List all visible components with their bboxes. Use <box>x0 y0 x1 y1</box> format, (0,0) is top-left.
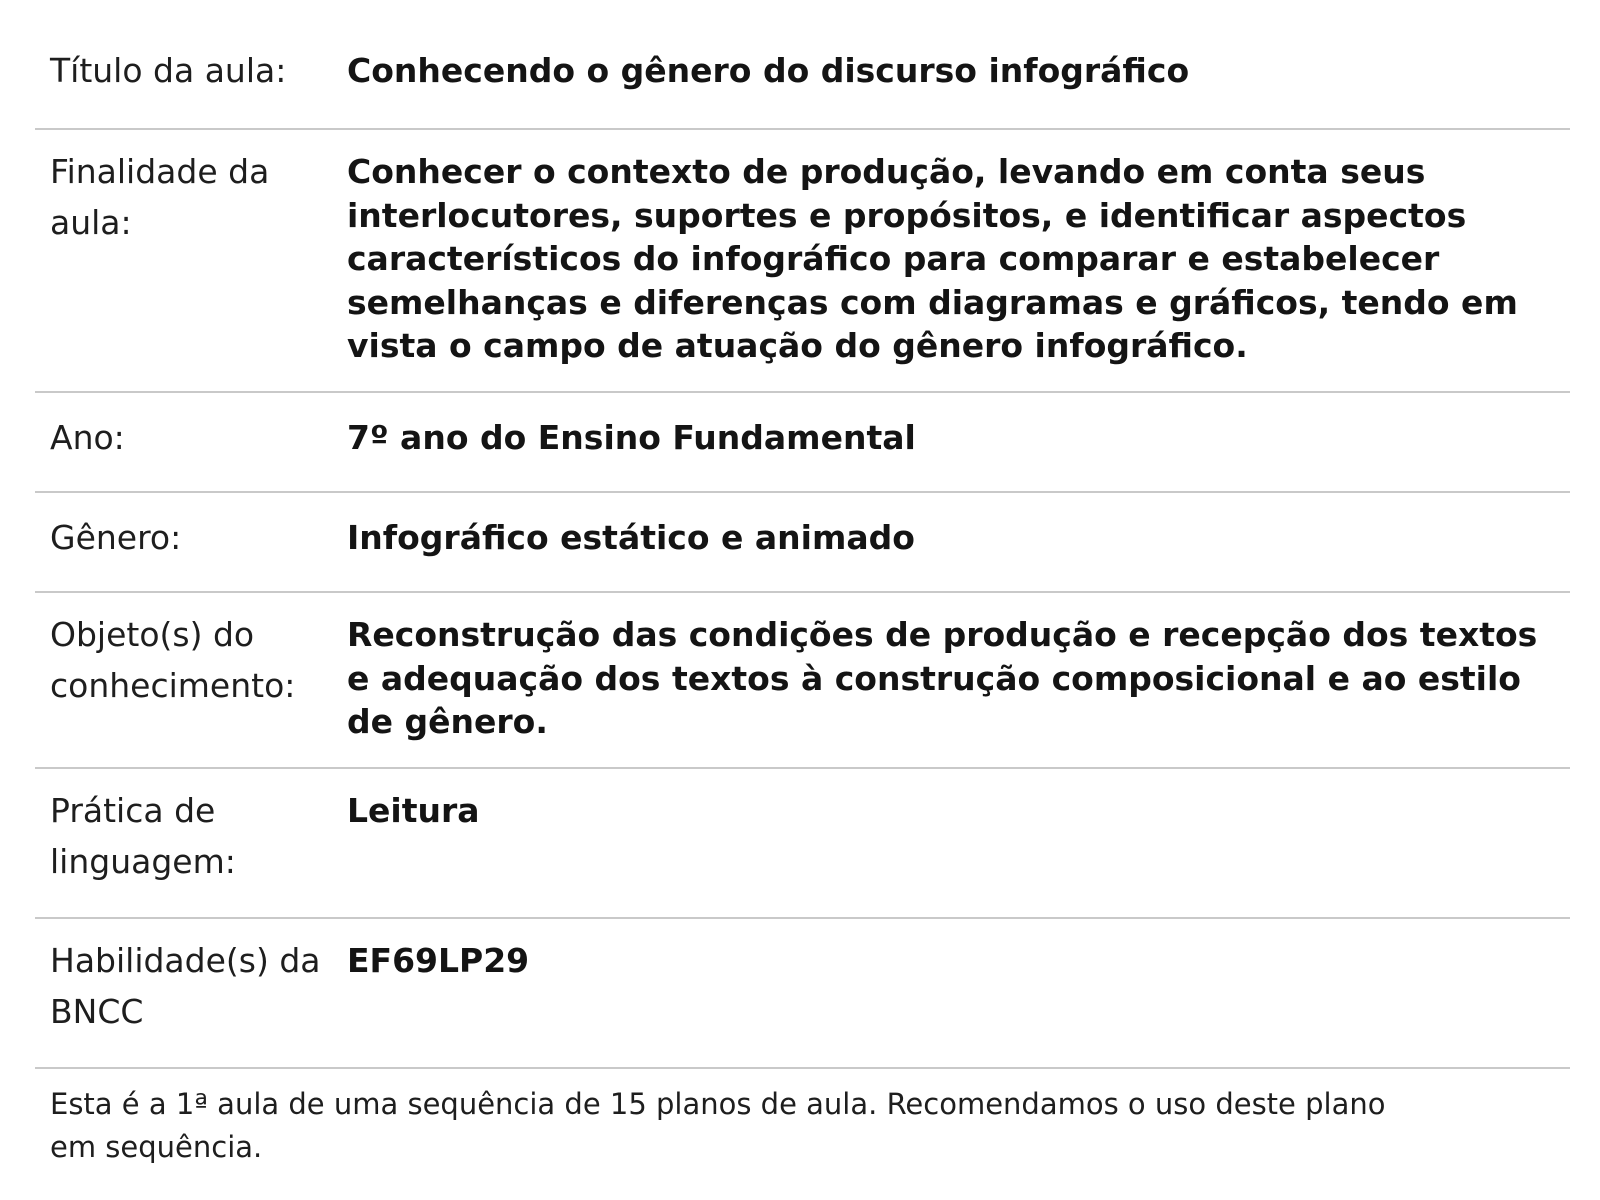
field-value: Conhecendo o gênero do discurso infográfico <box>347 51 1190 90</box>
row-habilidade <box>35 919 1570 1069</box>
field-label: Prática de linguagem: <box>50 791 236 881</box>
field-value: Infográfico estático e animado <box>347 518 915 557</box>
row-titulo <box>35 0 1570 130</box>
field-label: Objeto(s) do conhecimento: <box>50 615 296 705</box>
field-label: Ano: <box>50 418 125 457</box>
sequence-note: Esta é a 1ª aula de uma sequência de 15 planos de aula. Recomendamos o uso deste plano em sequência. <box>50 1087 1386 1164</box>
row-pratica <box>35 769 1570 919</box>
field-value: 7º ano do Ensino Fundamental <box>347 418 916 457</box>
field-value: EF69LP29 <box>347 941 530 980</box>
field-label: Gênero: <box>50 518 182 557</box>
row-objeto <box>35 593 1570 769</box>
field-value: Conhecer o contexto de produção, levando em conta seus interlocutores, suportes e propósitos, e identificar aspectos característicos do infográfico para comparar e estabelecer semelhanças e diferenças com diagramas e gráficos, tendo em vista o campo de atuação do gênero infográfico. <box>347 152 1518 365</box>
field-label: Título da aula: <box>50 51 287 90</box>
row-genero <box>35 493 1570 593</box>
field-label: Habilidade(s) da BNCC <box>50 941 321 1031</box>
lesson-plan-table <box>35 0 1570 1169</box>
field-value: Leitura <box>347 791 480 830</box>
row-finalidade <box>35 130 1570 393</box>
field-value: Reconstrução das condições de produção e recepção dos textos e adequação dos textos à construção composicional e ao estilo de gênero. <box>347 615 1538 741</box>
field-label: Finalidade da aula: <box>50 152 270 242</box>
row-ano <box>35 393 1570 493</box>
